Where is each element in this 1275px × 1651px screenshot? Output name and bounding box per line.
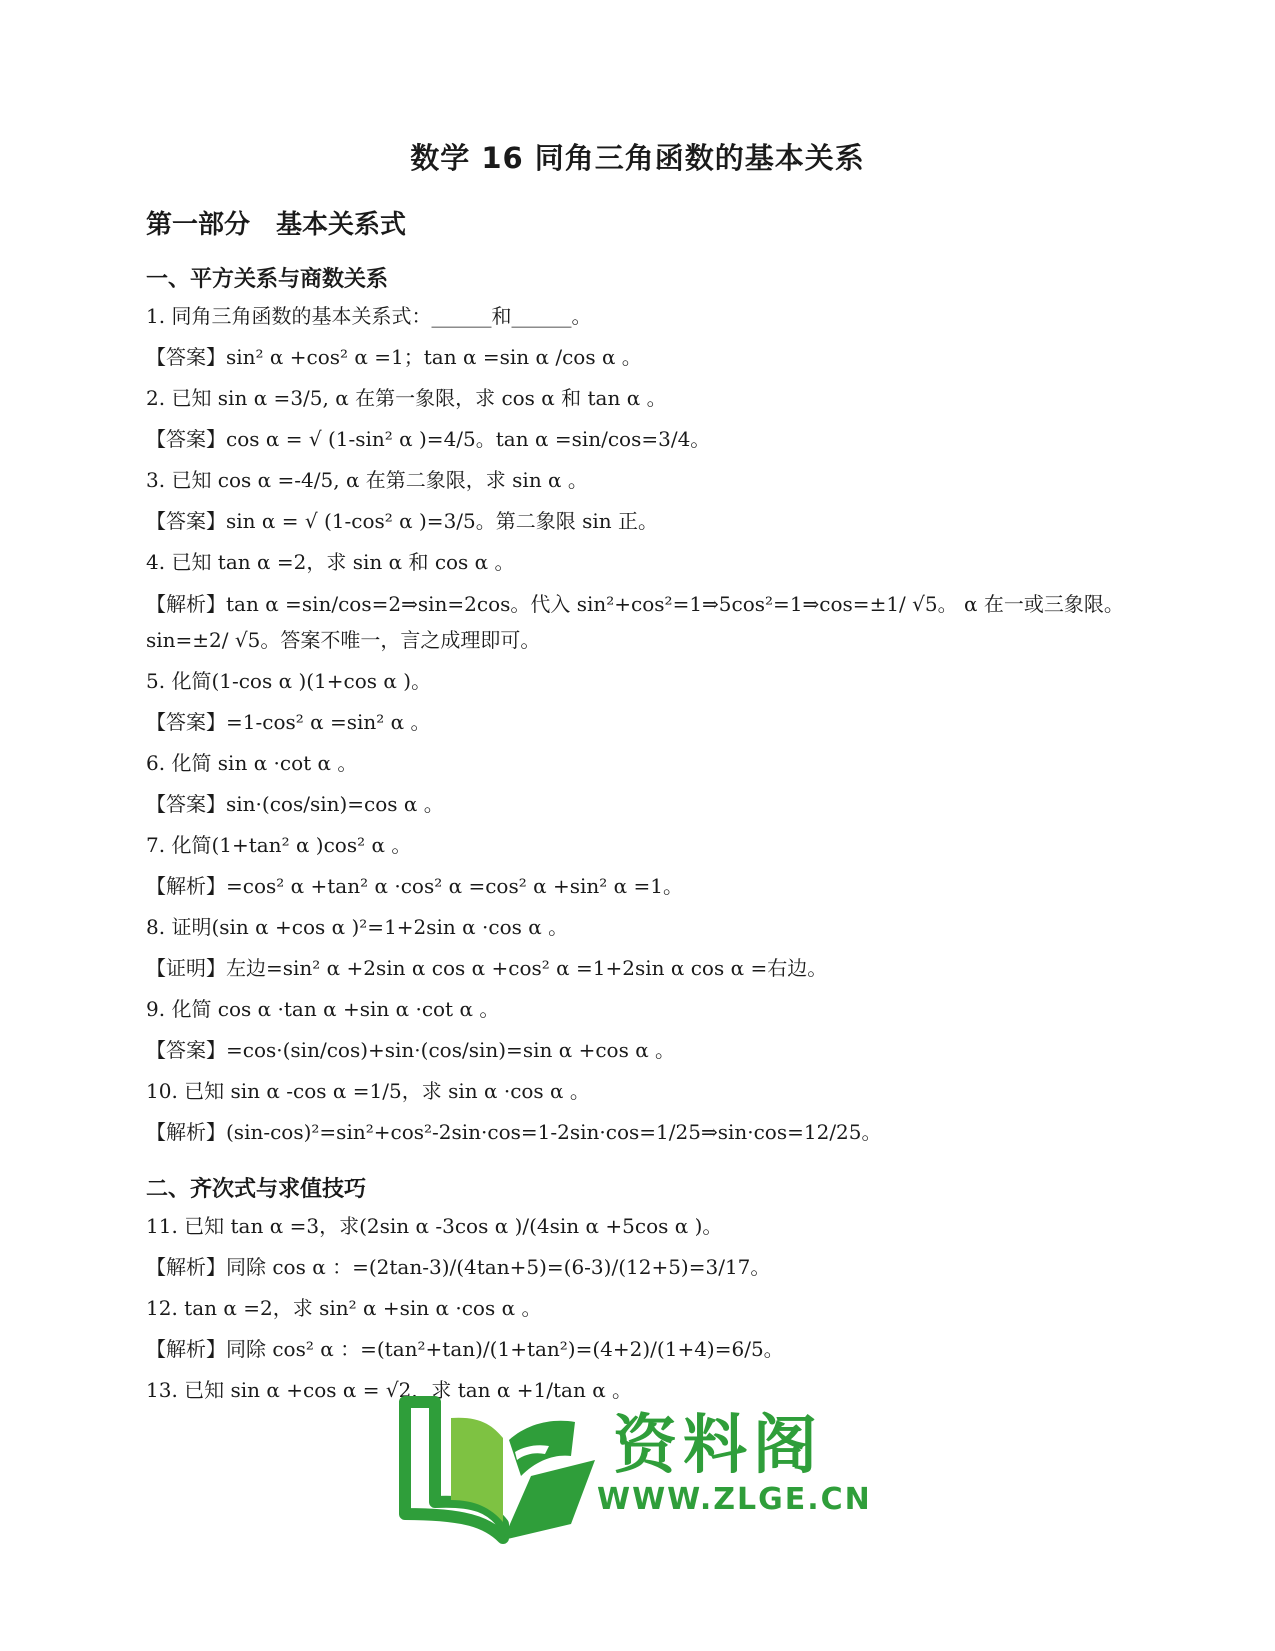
question-2: 2. 已知 sin α =3/5, α 在第一象限，求 cos α 和 tan α 。 — [146, 386, 667, 410]
question-10: 10. 已知 sin α -cos α =1/5，求 sin α ·cos α 。 — [146, 1079, 590, 1103]
question-5: 5. 化简(1-cos α )(1+cos α )。 — [146, 669, 432, 693]
analysis-4: 【解析】tan α =sin/cos=2⇒sin=2cos。代入 sin²+cos²=1⇒5cos²=1⇒cos=±1/ √5。 α 在一或三象限。sin=±2/ √5。答案不唯一，言之成理即可。 — [146, 592, 1124, 652]
analysis-10: 【解析】(sin-cos)²=sin²+cos²-2sin·cos=1-2sin·cos=1/25⇒sin·cos=12/25。 — [146, 1120, 882, 1144]
question-7: 7. 化简(1+tan² α )cos² α 。 — [146, 833, 412, 857]
answer-5: 【答案】=1-cos² α =sin² α 。 — [146, 710, 431, 734]
watermark-url: WWW.ZLGE.CN — [597, 1482, 872, 1517]
section-heading-2: 二、齐次式与求值技巧 — [146, 1177, 367, 1202]
question-11: 11. 已知 tan α =3，求(2sin α -3cos α )/(4sin α +5cos α )。 — [146, 1214, 723, 1238]
question-9: 9. 化简 cos α ·tan α +sin α ·cot α 。 — [146, 997, 500, 1021]
analysis-11: 【解析】同除 cos α ：=(2tan-3)/(4tan+5)=(6-3)/(12+5)=3/17。 — [146, 1255, 771, 1279]
page-title: 数学 16 同角三角函数的基本关系 — [410, 141, 865, 175]
analysis-7: 【解析】=cos² α +tan² α ·cos² α =cos² α +sin² α =1。 — [146, 874, 683, 898]
part-heading: 第一部分 基本关系式 — [146, 210, 407, 240]
answer-6: 【答案】sin·(cos/sin)=cos α 。 — [146, 792, 444, 816]
question-8: 8. 证明(sin α +cos α )²=1+2sin α ·cos α 。 — [146, 915, 569, 939]
question-13: 13. 已知 sin α +cos α = √2，求 tan α +1/tan α 。 — [146, 1378, 633, 1402]
answer-9: 【答案】=cos·(sin/cos)+sin·(cos/sin)=sin α +cos α 。 — [146, 1038, 676, 1062]
question-12: 12. tan α =2，求 sin² α +sin α ·cos α 。 — [146, 1296, 542, 1320]
analysis-12: 【解析】同除 cos² α ：=(tan²+tan)/(1+tan²)=(4+2)/(1+4)=6/5。 — [146, 1337, 784, 1361]
watermark-logo — [395, 1390, 872, 1550]
question-6: 6. 化简 sin α ·cot α 。 — [146, 751, 358, 775]
answer-3: 【答案】sin α = √ (1-cos² α )=3/5。第二象限 sin 正。 — [146, 509, 659, 533]
section-heading-1: 一、平方关系与商数关系 — [146, 267, 389, 292]
proof-8: 【证明】左边=sin² α +2sin α cos α +cos² α =1+2sin α cos α =右边。 — [146, 956, 828, 980]
question-3: 3. 已知 cos α =-4/5, α 在第二象限，求 sin α 。 — [146, 468, 588, 492]
watermark-name: 资料阁 — [613, 1409, 823, 1483]
book-icon — [395, 1390, 605, 1550]
question-1: 1. 同角三角函数的基本关系式：______和______。 — [146, 304, 592, 328]
answer-1: 【答案】sin² α +cos² α =1；tan α =sin α /cos α 。 — [146, 345, 642, 369]
answer-2: 【答案】cos α = √ (1-sin² α )=4/5。tan α =sin/cos=3/4。 — [146, 427, 711, 451]
question-4: 4. 已知 tan α =2，求 sin α 和 cos α 。 — [146, 550, 515, 574]
